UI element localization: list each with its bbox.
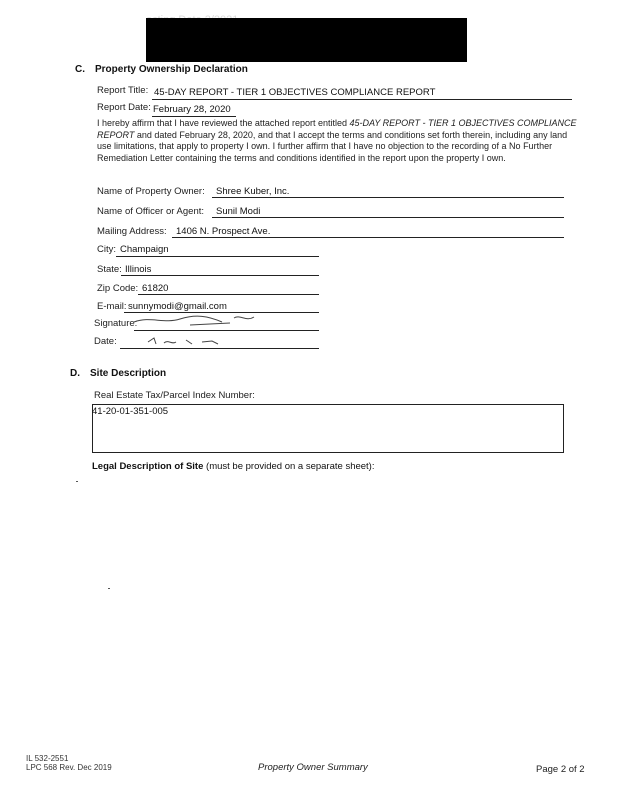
report-title-value: 45-DAY REPORT - TIER 1 OBJECTIVES COMPLIANCE REPORT: [154, 87, 436, 98]
legal-description-label: Legal Description of Site: [92, 461, 204, 472]
mailing-label: Mailing Address:: [97, 226, 167, 237]
signature-label: Signature:: [94, 318, 138, 329]
page-number: Page 2 of 2: [536, 764, 585, 775]
footer-form-number: IL 532-2551: [26, 754, 69, 763]
email-label: E-mail:: [97, 301, 127, 312]
report-date-value: February 28, 2020: [153, 104, 231, 115]
mailing-value: 1406 N. Prospect Ave.: [176, 226, 271, 237]
zip-line: [138, 294, 319, 295]
legal-description: [92, 461, 375, 472]
city-label: City:: [97, 244, 116, 255]
date-label: Date:: [94, 336, 117, 347]
report-date-line: [152, 116, 236, 117]
footer-title: Property Owner Summary: [258, 762, 368, 773]
footer-revision: LPC 568 Rev. Dec 2019: [26, 763, 112, 772]
scan-speck: [76, 481, 78, 482]
report-date-label: Report Date:: [97, 102, 151, 113]
legal-description-note: (must be provided on a separate sheet):: [203, 461, 375, 472]
report-title-label: Report Title:: [97, 85, 149, 96]
state-value: Illinois: [125, 264, 152, 275]
owner-line: [212, 197, 564, 198]
officer-value: Sunil Modi: [216, 206, 261, 217]
owner-value: Shree Kuber, Inc.: [216, 186, 290, 197]
section-c-title: Property Ownership Declaration: [95, 64, 248, 75]
tax-index-label: Real Estate Tax/Parcel Index Number:: [94, 390, 255, 401]
officer-label: Name of Officer or Agent:: [97, 206, 205, 217]
affirmation-paragraph: [97, 118, 577, 164]
report-title-line: [152, 99, 572, 100]
owner-label: Name of Property Owner:: [97, 186, 205, 197]
affirmation-text-1: I hereby affirm that I have reviewed the attached report entitled: [97, 118, 350, 128]
tax-index-value: 41-20-01-351-005: [92, 406, 169, 417]
state-line: [121, 275, 319, 276]
date-line: [120, 348, 319, 349]
affirmation-text-2: and dated February 28, 2020, and that I accept the terms and conditions set forth therein, including any land use limitations, that apply to property I own. I further affirm that I have no objection to the recording of a No Further Remediation Letter containing the terms and conditions identified in the report upon the property I own.: [97, 129, 568, 163]
zip-value: 61820: [142, 283, 169, 294]
email-value: sunnymodi@gmail.com: [128, 301, 227, 312]
section-c-letter: C.: [75, 64, 85, 75]
city-line: [116, 256, 319, 257]
scan-speck: [108, 588, 110, 589]
officer-line: [212, 217, 564, 218]
mailing-line: [172, 237, 564, 238]
signature-line: [134, 330, 319, 331]
signature-scribble: [130, 310, 260, 330]
zip-label: Zip Code:: [97, 283, 139, 294]
section-d-letter: D.: [70, 368, 80, 379]
city-value: Champaign: [120, 244, 169, 255]
state-label: State:: [97, 264, 122, 275]
date-scribble: [140, 334, 230, 348]
affirmation-report-title: 45-DAY REPORT - TIER 1 OBJECTIVES COMPLIANCE REPORT: [97, 118, 577, 140]
redaction-block: [146, 18, 467, 62]
section-d-title: Site Description: [90, 368, 167, 379]
